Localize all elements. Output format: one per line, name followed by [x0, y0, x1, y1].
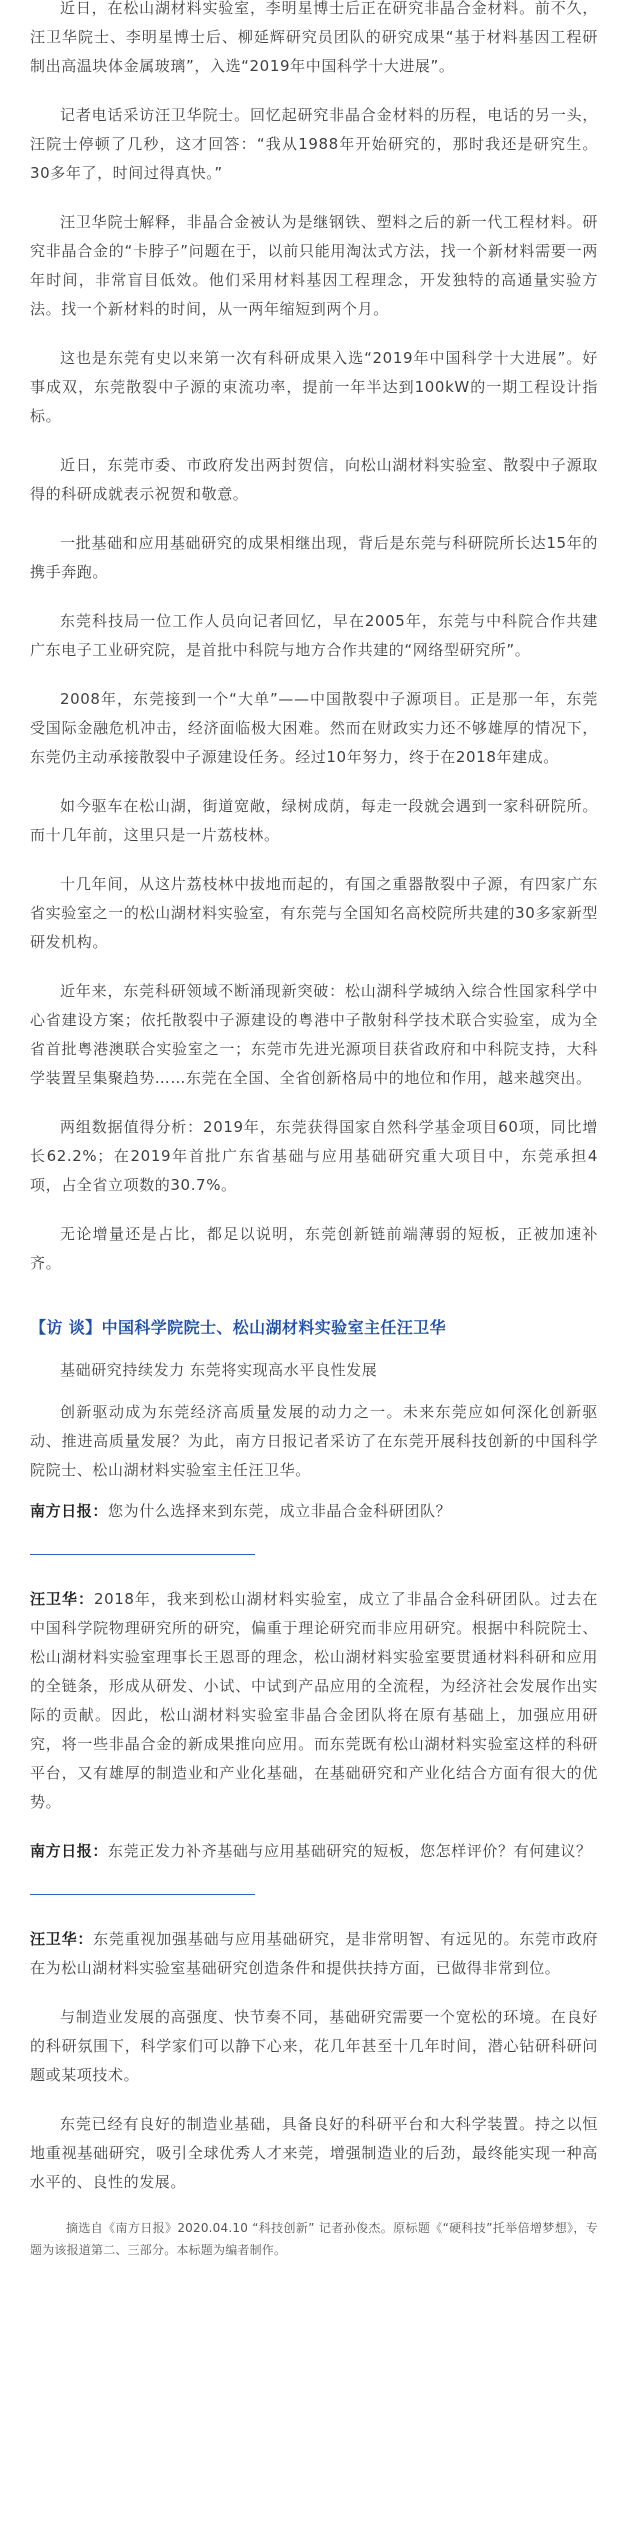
answer-paragraph: 东莞已经有良好的制造业基础，具备良好的科研平台和大科学装置。持之以恒地重视基础研究，吸引全球优秀人才来莞，增强制造业的后劲，最终能实现一种高水平的、良性的发展。: [30, 2115, 598, 2191]
answer-speaker: 汪卫华：: [30, 1930, 94, 1948]
article-paragraph: 近年来，东莞科研领域不断涌现新突破：松山湖科学城纳入综合性国家科学中心省建设方案；依托散裂中子源建设的粤港中子散射科学技术联合实验室，成为全省首批粤港澳联合实验室之一；东莞市先进光源项目获省政府和中科院支持，大科学装置呈集聚趋势……东莞在全国、全省创新格局中的地位和作用，越来越突出。: [30, 982, 598, 1087]
article-paragraph: 近日，在松山湖材料实验室，李明星博士后正在研究非晶合金材料。前不久，汪卫华院士、李明星博士后、柳延辉研究员团队的研究成果“基于材料基因工程研制出高温块体金属玻璃”，入选“2019年中国科学十大进展”。: [30, 0, 598, 75]
question-speaker: 南方日报：: [30, 1502, 109, 1520]
source-note: 摘选自《南方日报》2020.04.10 “科技创新” 记者孙俊杰。原标题《“硬科技”托举倍增梦想》，专题为该报道第二、三部分。本标题为编者制作。: [30, 2221, 598, 2257]
article-paragraph: 一批基础和应用基础研究的成果相继出现，背后是东莞与科研院所长达15年的携手奔跑。: [30, 534, 598, 581]
article-body: [30, 0, 598, 1278]
article-paragraph: 两组数据值得分析：2019年，东莞获得国家自然科学基金项目60项，同比增长62.2%；在2019年首批广东省基础与应用基础研究重大项目中，东莞承担4项，占全省立项数的30.7%。: [30, 1118, 598, 1194]
question-text: 东莞正发力补齐基础与应用基础研究的短板，您怎样评价？有何建议？: [108, 1842, 592, 1860]
article-paragraph: 十几年间，从这片荔枝林中拔地而起的，有国之重器散裂中子源，有四家广东省实验室之一的松山湖材料实验室，有东莞与全国知名高校院所共建的30多家新型研发机构。: [30, 875, 598, 951]
answer-text: 2018年，我来到松山湖材料实验室，成立了非晶合金科研团队。过去在中国科学院物理研究所的研究，偏重于理论研究而非应用研究。根据中科院院士、松山湖材料实验室理事长王恩哥的理念，松山湖材料实验室要贯通材料科研和应用的全链条，形成从研发、小试、中试到产品应用的全流程，为经济社会发展作出实际的贡献。因此，松山湖材料实验室非晶合金团队将在原有基础上，加强应用研究，将一些非晶合金的新成果推向应用。而东莞既有松山湖材料实验室这样的科研平台，又有雄厚的制造业和产业化基础，在基础研究和产业化结合方面有很大的优势。: [30, 1590, 598, 1811]
article-paragraph: 东莞科技局一位工作人员向记者回忆，早在2005年，东莞与中科院合作共建广东电子工业研究院，是首批中科院与地方合作共建的“网络型研究所”。: [30, 612, 598, 659]
interview-section: [30, 1314, 598, 2261]
answer-speaker: 汪卫华：: [30, 1590, 94, 1608]
article-paragraph: 如今驱车在松山湖，街道宽敞，绿树成荫，每走一段就会遇到一家科研院所。而十几年前，这里只是一片荔枝林。: [30, 797, 598, 844]
question-2: [30, 1837, 598, 1866]
article-paragraph: 无论增量还是占比，都足以说明，东莞创新链前端薄弱的短板，正被加速补齐。: [30, 1225, 598, 1272]
section-divider: [30, 1554, 255, 1555]
question-speaker: 南方日报：: [30, 1842, 109, 1860]
answer-paragraph: 与制造业发展的高强度、快节奏不同，基础研究需要一个宽松的环境。在良好的科研氛围下，科学家们可以静下心来，花几年甚至十几年时间，潜心钻研科研问题或某项技术。: [30, 2008, 598, 2084]
article-paragraph: 这也是东莞有史以来第一次有科研成果入选“2019年中国科学十大进展”。好事成双，东莞散裂中子源的束流功率，提前一年半达到100kW的一期工程设计指标。: [30, 349, 598, 425]
answer-text: 东莞重视加强基础与应用基础研究，是非常明智、有远见的。东莞市政府在为松山湖材料实验室基础研究创造条件和提供扶持方面，已做得非常到位。: [30, 1930, 599, 1977]
answer-1: [30, 1585, 598, 1817]
article-paragraph: 汪卫华院士解释，非晶合金被认为是继钢铁、塑料之后的新一代工程材料。研究非晶合金的“卡脖子”问题在于，以前只能用淘汰式方法，找一个新材料需要一两年时间，非常盲目低效。他们采用材料基因工程理念，开发独特的高通量实验方法。找一个新材料的时间，从一两年缩短到两个月。: [30, 213, 598, 318]
article-paragraph: 近日，东莞市委、市政府发出两封贺信，向松山湖材料实验室、散裂中子源取得的科研成就表示祝贺和敬意。: [30, 456, 598, 503]
question-text: 您为什么选择来到东莞，成立非晶合金科研团队？: [108, 1502, 452, 1520]
interview-subtitle: 基础研究持续发力 东莞将实现高水平良性发展: [60, 1361, 378, 1379]
article-paragraph: 2008年，东莞接到一个“大单”——中国散裂中子源项目。正是那一年，东莞受国际金融危机冲击，经济面临极大困难。然而在财政实力还不够雄厚的情况下，东莞仍主动承接散裂中子源建设任务。经过10年努力，终于在2018年建成。: [30, 690, 598, 766]
interview-heading: 【访 谈】中国科学院院士、松山湖材料实验室主任汪卫华: [30, 1318, 446, 1337]
question-1: [30, 1497, 598, 1526]
interview-intro: 创新驱动成为东莞经济高质量发展的动力之一。未来东莞应如何深化创新驱动、推进高质量发展？为此，南方日报记者采访了在东莞开展科技创新的中国科学院院士、松山湖材料实验室主任汪卫华。: [30, 1403, 598, 1479]
section-divider: [30, 1894, 255, 1895]
answer-2: [30, 1925, 598, 1983]
article-paragraph: 记者电话采访汪卫华院士。回忆起研究非晶合金材料的历程，电话的另一头，汪院士停顿了几秒，这才回答：“我从1988年开始研究的，那时我还是研究生。30多年了，时间过得真快。”: [30, 106, 598, 182]
